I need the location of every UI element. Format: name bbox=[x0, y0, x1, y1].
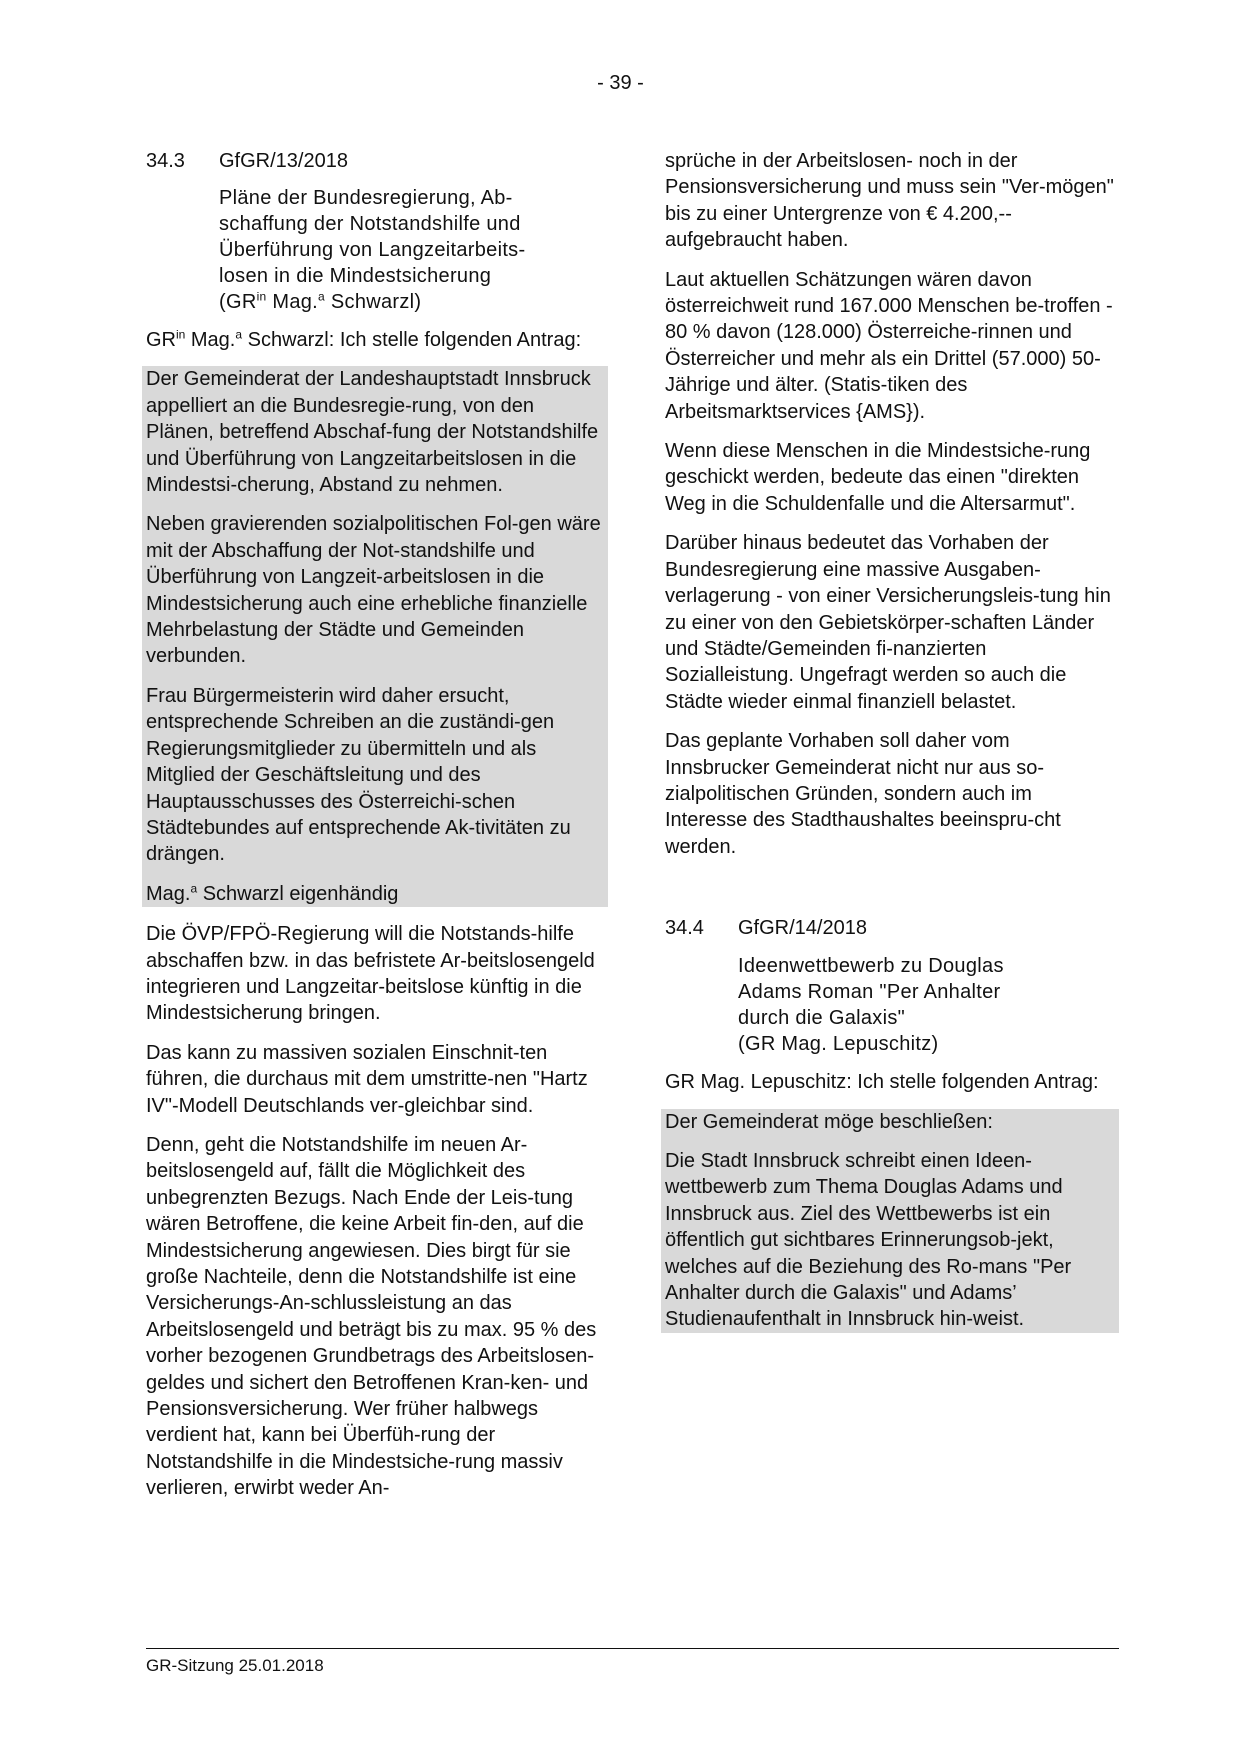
title-line: (GR Mag. Lepuschitz) bbox=[738, 1033, 939, 1056]
continuation-paragraph: sprüche in der Arbeitslosen- noch in der Pensionsversicherung und muss sein "Ver-mögen" bis zu einer Untergrenze von € 4.200,-- aufgebraucht haben. bbox=[665, 150, 1114, 252]
item-34-3-header bbox=[146, 148, 604, 174]
item-34-4-header bbox=[665, 915, 1115, 941]
title-line: schaffung der Notstandshilfe und bbox=[219, 213, 521, 235]
right-column bbox=[665, 148, 1115, 1333]
motion-text-block bbox=[142, 366, 608, 907]
title-author: ($GR^{in}$ Mag.$^a$ Schwarzl) bbox=[219, 289, 422, 313]
item-34-3-title bbox=[219, 185, 604, 315]
title-line: losen in die Mindestsicherung bbox=[219, 265, 492, 287]
continuation-paragraph: Darüber hinaus bedeutet das Vorhaben der Bundesregierung eine massive Ausgaben-verlagerung - von einer Versicherungsleis-tung hin zu einer von den Gebietskörper-schaften Länder und Städte/Gemeinden fi-nanzierten Sozialleistung. Ungefragt werden so auch die Städte wieder einmal finanziell belastet. bbox=[665, 532, 1111, 713]
continuation-paragraph: Wenn diese Menschen in die Mindestsiche-rung geschickt werden, bedeute das einen "direkten Weg in die Schuldenfalle und die Altersarmut". bbox=[665, 440, 1091, 515]
motion-signature: Mag.$^a$ Schwarzl eigenhändig bbox=[146, 881, 399, 905]
item-code: GfGR/13/2018 bbox=[219, 150, 348, 172]
left-column bbox=[146, 148, 604, 1515]
item-34-4-title bbox=[738, 953, 1115, 1057]
justification-paragraph: Das kann zu massiven sozialen Einschnit-ten führen, die durchaus mit dem umstritte-nen "Hartz IV"-Modell Deutschlands ver-gleichbar sind. bbox=[146, 1041, 588, 1117]
title-line: Ideenwettbewerb zu Douglas bbox=[738, 955, 1004, 978]
page-number: - 39 - bbox=[597, 72, 644, 94]
item-code: GfGR/14/2018 bbox=[738, 917, 867, 940]
title-line: Pläne der Bundesregierung, Ab- bbox=[219, 187, 513, 209]
title-line: Adams Roman "Per Anhalter bbox=[738, 981, 1001, 1004]
motion-paragraph: Der Gemeinderat möge beschließen: bbox=[665, 1110, 993, 1133]
item-number: 34.3 bbox=[146, 150, 185, 172]
title-line: durch die Galaxis" bbox=[738, 1007, 906, 1030]
motion-paragraph: Der Gemeinderat der Landeshauptstadt Innsbruck appelliert an die Bundesregie-rung, von den Plänen, betreffend Abschaf-fung der Notstandshilfe und Überführung von Langzeitarbeitslosen in die Mindestsi-cherung, Abstand zu nehmen. bbox=[146, 368, 599, 497]
justification-paragraph: Denn, geht die Notstandshilfe im neuen Ar-beitslosengeld auf, fällt die Möglichkeit des unbegrenzten Bezugs. Nach Ende der Leis-tung wären Betroffene, die keine Arbeit fin-den, auf die Mindestsicherung angewiesen. Dies birgt für sie große Nachteile, denn die Notstandshilfe ist eine Versicherungs-An-schlussleistung an das Arbeitslosengeld und beträgt bis zu max. 95 % des vorher bezogenen Grundbetrags des Arbeitslosen-geldes und sichert den Betroffenen Kran-ken- und Pensionsversicherung. Wer früher halbwegs verdient hat, kann bei Überfüh-rung der Notstandshilfe in die Mindestsiche-rung massiv verlieren, erwirbt weder An- bbox=[146, 1133, 597, 1500]
motion-intro: GR Mag. Lepuschitz: Ich stelle folgenden Antrag: bbox=[665, 1071, 1099, 1094]
motion-paragraph: Neben gravierenden sozialpolitischen Fol-gen wäre mit der Abschaffung der Not-standshilfe und Überführung von Langzeit-arbeitslosen in die Mindestsicherung auch eine erhebliche finanzielle Mehrbelastung der Städte und Gemeinden verbunden. bbox=[146, 513, 601, 668]
title-line: Überführung von Langzeitarbeits- bbox=[219, 239, 526, 261]
continuation-paragraph: Laut aktuellen Schätzungen wären davon österreichweit rund 167.000 Menschen be-troffen - 80 % davon (128.000) Österreiche-rinnen und Österreicher und mehr als ein Drittel (57.000) 50-Jährige und älter. (Statis-tiken des Arbeitsmarktservices {AMS}). bbox=[665, 268, 1113, 423]
justification-paragraph: Die ÖVP/FPÖ-Regierung will die Notstands-hilfe abschaffen bzw. in das befristete Ar-beitslosengeld integrieren und Langzeitar-beitslose künftig in die Mindestsicherung bringen. bbox=[146, 923, 595, 1025]
footer-divider bbox=[146, 1648, 1119, 1649]
item-number: 34.4 bbox=[665, 917, 704, 940]
motion-paragraph: Frau Bürgermeisterin wird daher ersucht, entsprechende Schreiben an die zuständi-gen Regierungsmitglieder zu übermitteln und als Mitglied der Geschäftsleitung und des Hauptausschusses des Österreichi-schen Städtebundes auf entsprechende Ak-tivitäten zu drängen. bbox=[146, 684, 571, 866]
motion-intro: $GR^{in}$ Mag.$^a$ Schwarzl: Ich stelle folgenden Antrag: bbox=[146, 327, 582, 351]
continuation-paragraph: Das geplante Vorhaben soll daher vom Innsbrucker Gemeinderat nicht nur aus so-zialpolitischen Gründen, sondern auch im Interesse des Stadthaushaltes beeinspru-cht werden. bbox=[665, 730, 1061, 858]
motion-text-block bbox=[661, 1109, 1119, 1333]
motion-paragraph: Die Stadt Innsbruck schreibt einen Ideen-wettbewerb zum Thema Douglas Adams und Innsbruck aus. Ziel des Wettbewerbs ist ein öffentlich gut sichtbares Erinnerungsob-jekt, welches auf die Beziehung des Ro-mans "Per Anhalter durch die Galaxis" und Adams’ Studienaufenthalt in Innsbruck hin-weist. bbox=[665, 1149, 1072, 1331]
footer-text: GR-Sitzung 25.01.2018 bbox=[146, 1656, 324, 1675]
